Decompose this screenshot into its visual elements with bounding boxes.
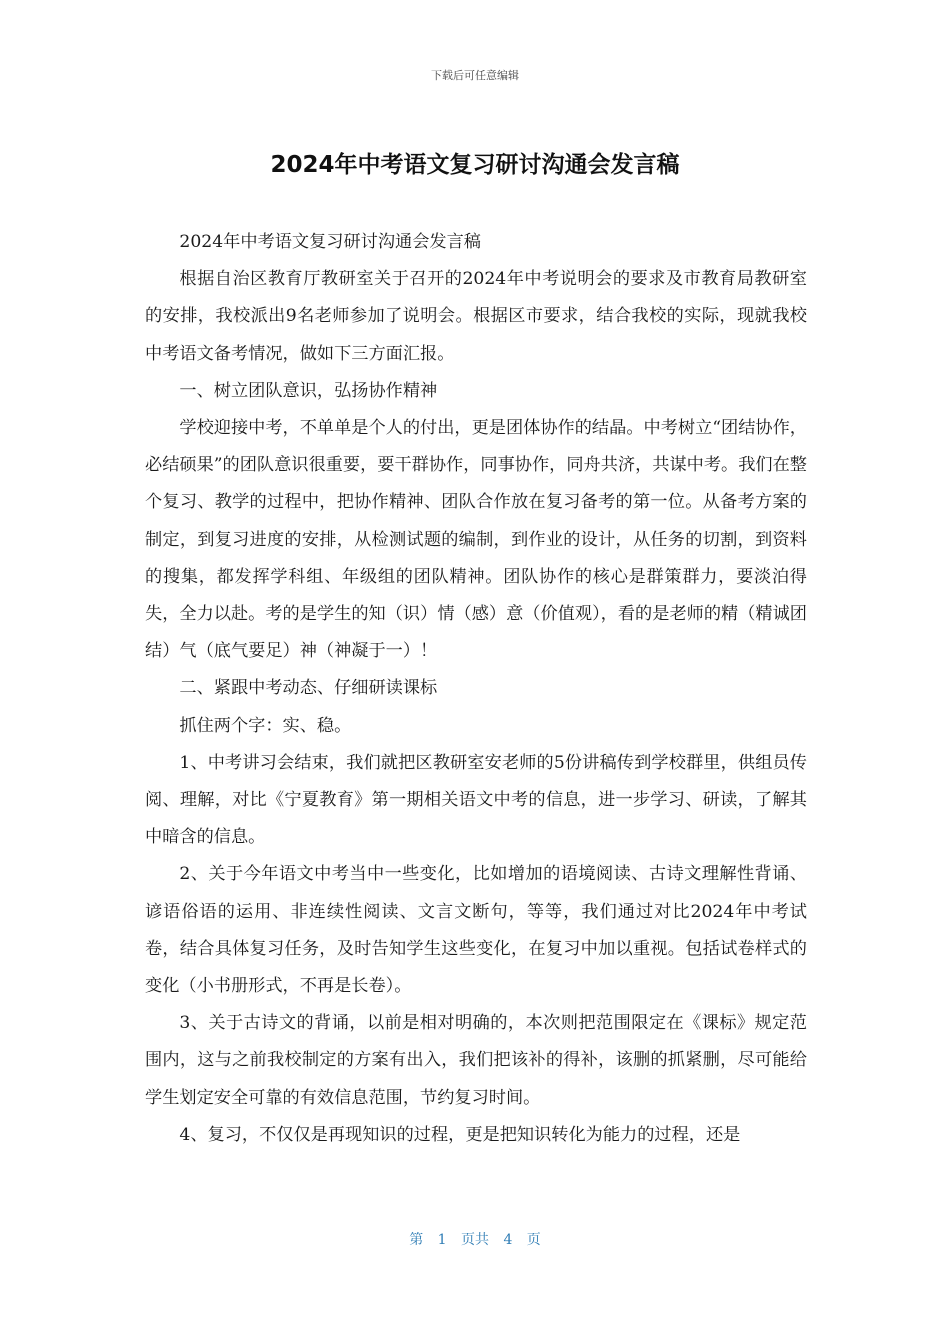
paragraph: 2024年中考语文复习研讨沟通会发言稿	[179, 232, 481, 252]
paragraph: 学校迎接中考，不单单是个人的付出，更是团体协作的结晶。中考树立“团结协作，必结硕果”的团队意识很重要，要干群协作，同事协作，同舟共济，共谋中考。我们在整个复习、教学的过程中，把协作精神、团队合作放在复习备考的第一位。从备考方案的制定，到复习进度的安排，从检测试题的编制，到作业的设计，从任务的切割，到资料的搜集，都发挥学科组、年级组的团队精神。团队协作的核心是群策群力，要淡泊得失，全力以赴。考的是学生的知（识）情（感）意（价值观），看的是老师的精（精诚团结）气（底气要足）神（神凝于一）！	[145, 418, 807, 662]
paragraph: 4、复习，不仅仅是再现知识的过程，更是把知识转化为能力的过程，还是	[179, 1124, 741, 1145]
page-footer: 第 1 页共 4 页	[409, 1232, 541, 1248]
document-title: 2024年中考语文复习研讨沟通会发言稿	[270, 152, 680, 178]
paragraph: 抓住两个字：实、稳。	[179, 715, 352, 736]
document-body	[145, 224, 807, 1154]
page-header: 下载后可任意编辑	[431, 69, 519, 82]
paragraph: 3、关于古诗文的背诵，以前是相对明确的，本次则把范围限定在《课标》规定范围内，这与之前我校制定的方案有出入，我们把该补的得补，该删的抓紧删，尽可能给学生划定安全可靠的有效信息范围，节约复习时间。	[145, 1013, 807, 1108]
paragraph: 1、中考讲习会结束，我们就把区教研室安老师的5份讲稿传到学校群里，供组员传阅、理解，对比《宁夏教育》第一期相关语文中考的信息，进一步学习、研读，了解其中暗含的信息。	[145, 752, 807, 848]
paragraph: 根据自治区教育厅教研室关于召开的2024年中考说明会的要求及市教育局教研室的安排，我校派出9名老师参加了说明会。根据区市要求，结合我校的实际，现就我校中考语文备考情况，做如下三方面汇报。	[145, 269, 807, 364]
section-heading: 二、紧跟中考动态、仔细研读课标	[179, 678, 438, 699]
section-heading: 一、树立团队意识，弘扬协作精神	[179, 380, 438, 401]
paragraph: 2、关于今年语文中考当中一些变化，比如增加的语境阅读、古诗文理解性背诵、谚语俗语的运用、非连续性阅读、文言文断句，等等，我们通过对比2024年中考试卷，结合具体复习任务，及时告知学生这些变化，在复习中加以重视。包括试卷样式的变化（小书册形式，不再是长卷）。	[145, 864, 807, 997]
